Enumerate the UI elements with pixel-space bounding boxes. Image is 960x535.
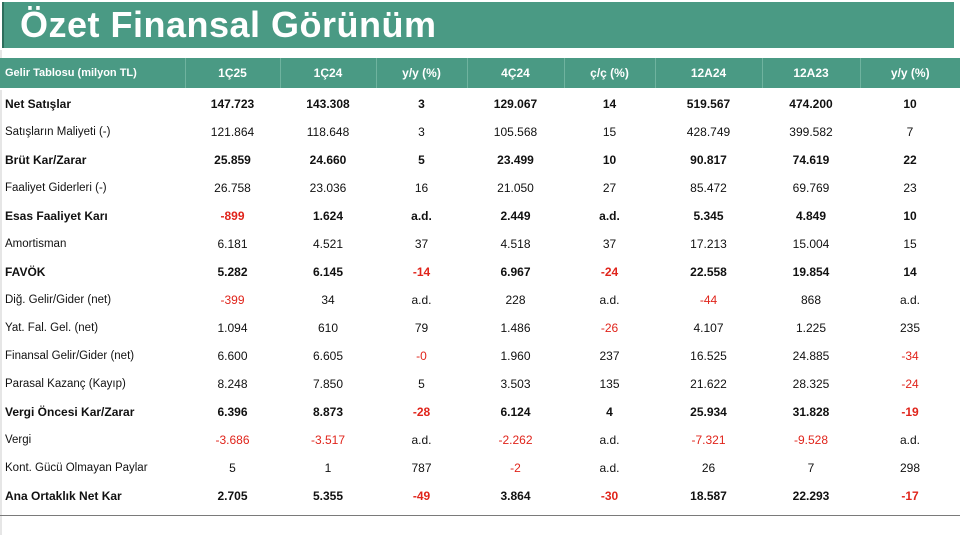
table-cell: -2	[510, 461, 521, 475]
table-cell: -399	[220, 293, 245, 307]
table-cell: 1	[324, 461, 332, 475]
table-row	[0, 426, 960, 454]
table-cell: 8.873	[312, 405, 344, 419]
table-cell: 10	[903, 209, 917, 223]
table-cell: 22	[903, 153, 917, 167]
table-cell: 118.648	[306, 125, 350, 139]
table-cell: 5	[418, 377, 425, 391]
table-row	[0, 370, 960, 398]
table-row	[0, 398, 960, 426]
table-cell: 2.449	[500, 209, 531, 223]
table-cell: 787	[411, 461, 432, 475]
table-cell: 1.960	[500, 349, 531, 363]
table-cell: 6.396	[217, 405, 248, 419]
row-label: Esas Faaliyet Karı	[5, 209, 108, 223]
table-cell: 3.503	[500, 377, 531, 391]
table-cell: 8.248	[217, 377, 248, 391]
table-cell: -3.686	[215, 433, 250, 447]
header-cell-qoq: ç/ç (%)	[564, 58, 655, 89]
table-cell: 23	[903, 181, 917, 195]
table-cell: 23.499	[497, 153, 534, 167]
table-cell: -899	[220, 209, 245, 223]
table-cell: 85.472	[690, 181, 727, 195]
table-cell: 4	[606, 405, 613, 419]
table-cell: 135	[599, 377, 620, 391]
table-cell: -9.528	[793, 433, 829, 447]
table-cell: 28.325	[792, 377, 830, 391]
table-cell: a.d.	[411, 293, 432, 307]
table-row	[0, 454, 960, 482]
table-cell: 31.828	[792, 405, 830, 419]
table-cell: -44	[699, 293, 718, 307]
table-header-row	[0, 58, 960, 89]
table-cell: 3	[418, 97, 425, 111]
table-cell: 26.758	[214, 181, 251, 195]
table-cell: -2.262	[498, 433, 533, 447]
table-cell: 4.107	[693, 321, 724, 335]
page-title: Özet Finansal Görünüm	[20, 4, 437, 45]
table-cell: 4.518	[500, 237, 531, 251]
row-label: Net Satışlar	[5, 97, 72, 111]
table-cell: 25.859	[214, 153, 251, 167]
table-cell: 15	[602, 125, 617, 139]
table-cell: -24	[600, 265, 619, 279]
header-cell-12m24: 12A24	[655, 58, 762, 89]
table-cell: 298	[899, 461, 921, 475]
header-cell-yoy-annual: y/y (%)	[860, 58, 960, 89]
row-label: Ana Ortaklık Net Kar	[5, 489, 122, 503]
row-label: Finansal Gelir/Gider (net)	[5, 350, 135, 362]
table-cell: 121.864	[210, 125, 255, 139]
table-cell: 16	[414, 181, 429, 195]
table-cell: 7.850	[312, 377, 344, 391]
table-cell: 21.622	[690, 377, 727, 391]
row-label: Brüt Kar/Zarar	[5, 153, 87, 167]
table-cell: 1.486	[500, 321, 531, 335]
table-cell: 3	[418, 125, 425, 139]
table-cell: -3.517	[310, 433, 346, 447]
table-cell: 105.568	[493, 125, 538, 139]
table-cell: 235	[899, 321, 921, 335]
table-row	[0, 89, 960, 118]
table-cell: -0	[416, 349, 427, 363]
table-cell: 610	[317, 321, 339, 335]
table-cell: 14	[602, 97, 617, 111]
header-cell-4q24: 4Ç24	[467, 58, 564, 89]
table-cell: -19	[901, 405, 919, 419]
table-cell: 22.293	[792, 489, 830, 503]
table-cell: 37	[414, 237, 429, 251]
table-cell: 90.817	[690, 153, 727, 167]
table-cell: -49	[412, 489, 431, 503]
income-statement-table	[0, 58, 960, 510]
table-cell: 1.094	[217, 321, 248, 335]
table-row	[0, 174, 960, 202]
table-cell: 21.050	[497, 181, 534, 195]
table-cell: 26	[701, 461, 716, 475]
table-cell: a.d.	[599, 209, 620, 223]
table-cell: 5.355	[312, 489, 344, 503]
table-cell: 69.769	[792, 181, 830, 195]
table-cell: 34	[321, 293, 335, 307]
table-cell: 7	[906, 125, 914, 139]
table-cell: 22.558	[690, 265, 727, 279]
table-cell: -30	[600, 489, 619, 503]
table-cell: 27	[602, 181, 617, 195]
table-cell: 5.345	[693, 209, 724, 223]
table-cell: 37	[602, 237, 617, 251]
table-row	[0, 118, 960, 146]
table-cell: a.d.	[899, 293, 920, 307]
table-row	[0, 258, 960, 286]
table-cell: 3.864	[500, 489, 531, 503]
table-cell: 6.124	[500, 405, 531, 419]
table-cell: a.d.	[899, 433, 920, 447]
table-cell: 10	[903, 97, 917, 111]
table-cell: 474.200	[789, 97, 833, 111]
header-cell-1q24: 1Ç24	[280, 58, 376, 89]
row-label: Vergi	[5, 434, 32, 446]
table-row	[0, 286, 960, 314]
table-cell: 74.619	[792, 153, 830, 167]
table-cell: 15.004	[792, 237, 830, 251]
table-cell: 19.854	[792, 265, 830, 279]
table-cell: 1.225	[795, 321, 827, 335]
table-cell: -34	[901, 349, 919, 363]
table-cell: 23.036	[309, 181, 347, 195]
table-cell: 4.521	[312, 237, 344, 251]
table-cell: 24.885	[792, 349, 830, 363]
table-cell: 2.705	[217, 489, 248, 503]
table-cell: 7	[807, 461, 815, 475]
title-bar	[2, 2, 954, 48]
table-row	[0, 202, 960, 230]
table-cell: 868	[800, 293, 822, 307]
table-cell: 6.145	[312, 265, 344, 279]
table-cell: a.d.	[599, 461, 620, 475]
table-cell: 6.605	[312, 349, 344, 363]
table-cell: 1.624	[312, 209, 344, 223]
table-cell: -28	[412, 405, 431, 419]
table-cell: 5.282	[217, 265, 248, 279]
table-cell: 25.934	[690, 405, 727, 419]
table-cell: 6.600	[217, 349, 248, 363]
table-row	[0, 146, 960, 174]
table-cell: 24.660	[309, 153, 347, 167]
header-cell-yoy: y/y (%)	[376, 58, 467, 89]
table-cell: 519.567	[686, 97, 731, 111]
table-row	[0, 482, 960, 510]
table-cell: 14	[903, 265, 917, 279]
table-cell: a.d.	[599, 293, 620, 307]
row-label: Faaliyet Giderleri (-)	[5, 182, 107, 194]
table-cell: a.d.	[599, 433, 620, 447]
table-cell: 4.849	[795, 209, 827, 223]
table-cell: 16.525	[690, 349, 727, 363]
table-cell: 15	[903, 237, 917, 251]
row-label: Diğ. Gelir/Gider (net)	[5, 294, 112, 306]
row-label: Parasal Kazanç (Kayıp)	[5, 378, 126, 390]
table-cell: -14	[412, 265, 431, 279]
table-cell: a.d.	[411, 209, 432, 223]
row-label: Kont. Gücü Olmayan Paylar	[5, 462, 148, 474]
table-cell: 143.308	[306, 97, 350, 111]
table-cell: 6.181	[217, 237, 248, 251]
table-cell: a.d.	[411, 433, 432, 447]
row-label: Yat. Fal. Gel. (net)	[5, 322, 99, 334]
table-row	[0, 314, 960, 342]
row-label: Satışların Maliyeti (-)	[5, 126, 111, 138]
row-label: FAVÖK	[5, 265, 46, 279]
table-cell: 237	[599, 349, 620, 363]
table-cell: -24	[901, 377, 919, 391]
table-cell: 399.582	[789, 125, 833, 139]
table-cell: 18.587	[690, 489, 727, 503]
table-row	[0, 230, 960, 258]
bottom-divider	[0, 515, 960, 516]
table-cell: 6.967	[500, 265, 531, 279]
table-cell: -7.321	[691, 433, 726, 447]
row-label: Vergi Öncesi Kar/Zarar	[5, 405, 135, 419]
table-cell: 228	[505, 293, 526, 307]
table-row	[0, 342, 960, 370]
row-label: Amortisman	[5, 238, 67, 250]
table-cell: 5	[229, 461, 236, 475]
table-cell: 17.213	[690, 237, 727, 251]
header-cell-12m23: 12A23	[762, 58, 860, 89]
table-cell: 10	[602, 153, 617, 167]
header-cell-label: Gelir Tablosu (milyon TL)	[0, 58, 185, 89]
header-cell-1q25: 1Ç25	[185, 58, 280, 89]
table-cell: 147.723	[210, 97, 255, 111]
table-cell: 129.067	[493, 97, 538, 111]
table-cell: 79	[414, 321, 429, 335]
table-cell: 428.749	[686, 125, 731, 139]
table-cell: 5	[418, 153, 425, 167]
table-cell: -17	[901, 489, 919, 503]
table-cell: -26	[600, 321, 619, 335]
